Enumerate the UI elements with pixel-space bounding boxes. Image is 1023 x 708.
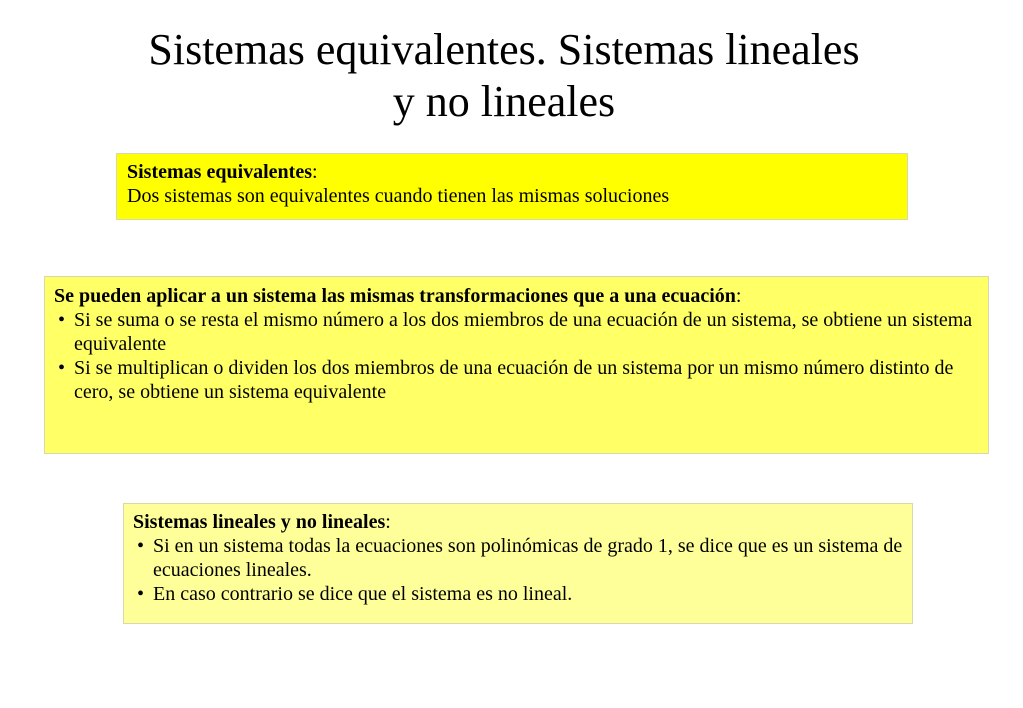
page-title [0,24,1008,128]
heading-colon: : [385,511,391,533]
heading-colon: : [735,285,742,307]
list-item [133,582,903,606]
equivalent-systems-heading: Sistemas equivalentes [127,161,312,183]
heading-colon: : [312,161,318,183]
list-item [54,356,979,404]
list-item [133,534,903,582]
list-item-text: En caso contrario se dice que el sistema es no lineal. [153,583,573,605]
list-item [54,308,979,356]
bullet-icon: • [137,583,145,605]
transformations-heading-line [54,284,979,308]
bullet-icon: • [58,309,66,331]
linear-systems-box [123,503,913,624]
page-title-line-1: Sistemas equivalentes. Sistemas lineales [148,25,860,74]
page-title-line-2: y no lineales [392,77,616,126]
transformations-box [44,276,989,454]
linear-systems-heading: Sistemas lineales y no lineales [133,511,386,533]
list-item-text: Si se multiplican o dividen los dos miembros de una ecuación de un sistema por un mismo número distinto de cero, se obtiene un sistema equivalente [74,357,954,403]
linear-systems-heading-line [133,510,903,534]
equivalent-systems-box [116,153,908,220]
equivalent-systems-heading-line [127,160,897,184]
bullet-icon: • [58,357,66,379]
equivalent-systems-definition: Dos sistemas son equivalentes cuando tienen las mismas soluciones [127,185,670,207]
transformations-heading: Se pueden aplicar a un sistema las mismas transformaciones que a una ecuación [54,285,736,307]
list-item-text: Si en un sistema todas la ecuaciones son polinómicas de grado 1, se dice que es un sistema de ecuaciones lineales. [153,535,903,581]
list-item-text: Si se suma o se resta el mismo número a los dos miembros de una ecuación de un sistema, se obtiene un sistema equivalente [74,309,973,355]
bullet-icon: • [137,535,145,557]
